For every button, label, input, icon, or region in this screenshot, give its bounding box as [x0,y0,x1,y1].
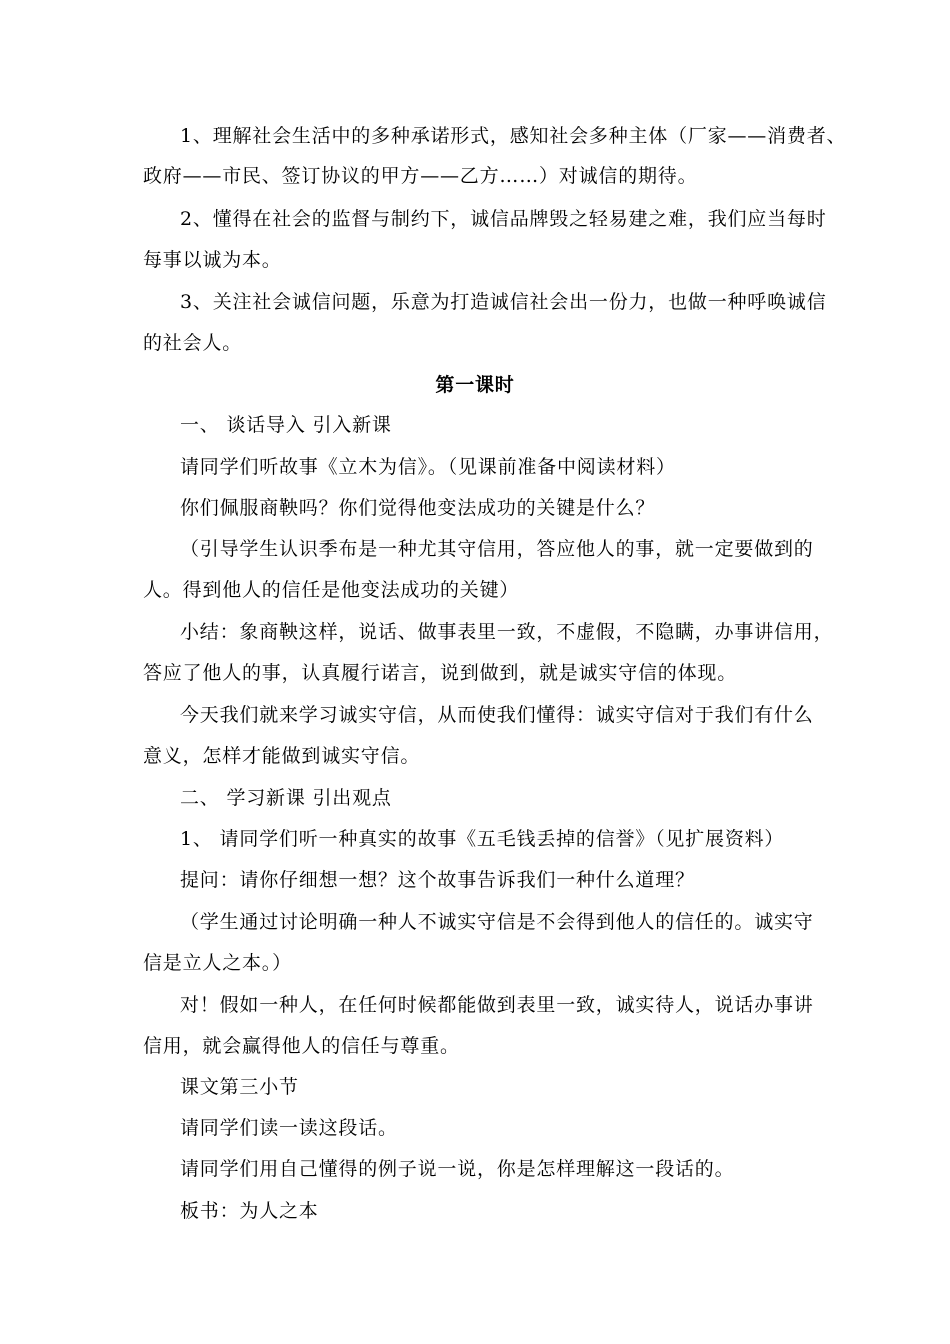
summary-line-1: 小结：象商鞅这样，说话、做事表里一致，不虚假，不隐瞒，办事讲信用， [180,621,834,643]
guide-line-2: 人。得到他人的信任是他变法成功的关键） [143,579,520,601]
explain-instruction: 请同学们用自己懂得的例子说一说，你是怎样理解这一段话的。 [180,1158,735,1180]
story-item-1: 1、 请同学们听一种真实的故事《五毛钱丢掉的信誉》（见扩展资料） [180,828,785,850]
objective-3-line-1: 3、关注社会诚信问题，乐意为打造诚信社会出一份力，也做一种呼唤诚信 [180,291,827,313]
discuss-line-2: 信是立人之本。） [143,952,292,974]
today-line-1: 今天我们就来学习诚实守信，从而使我们懂得：诚实守信对于我们有什么 [180,704,814,726]
story-intro: 请同学们听故事《立木为信》。（见课前准备中阅读材料） [180,456,676,478]
section-1-heading: 一、 谈话导入 引入新课 [180,414,392,436]
section-2-heading: 二、 学习新课 引出观点 [180,787,392,809]
guide-line-1: （引导学生认识季布是一种尤其守信用，答应他人的事，就一定要做到的 [180,538,814,560]
board-note: 板书：为人之本 [180,1200,319,1222]
objective-3-line-2: 的社会人。 [143,332,243,354]
summary-line-2: 答应了他人的事，认真履行诺言，说到做到，就是诚实守信的体现。 [143,662,738,684]
read-instruction: 请同学们读一读这段话。 [180,1117,398,1139]
text-section: 课文第三小节 [180,1076,299,1098]
today-line-2: 意义，怎样才能做到诚实守信。 [143,745,421,767]
lesson-title: 第一课时 [435,374,515,396]
objective-1-line-2: 政府——市民、签订协议的甲方——乙方……）对诚信的期待。 [143,165,698,187]
objective-2-line-1: 2、懂得在社会的监督与制约下，诚信品牌毁之轻易建之难，我们应当每时 [180,208,827,230]
right-line-1: 对！假如一种人，在任何时候都能做到表里一致，诚实待人，说话办事讲 [180,994,814,1016]
right-line-2: 信用，就会赢得他人的信任与尊重。 [143,1035,460,1057]
objective-2-line-2: 每事以诚为本。 [143,249,282,271]
question-1: 你们佩服商鞅吗？你们觉得他变法成功的关键是什么？ [180,497,656,519]
discuss-line-1: （学生通过讨论明确一种人不诚实守信是不会得到他人的信任的。诚实守 [180,911,814,933]
ask-question: 提问：请你仔细想一想？这个故事告诉我们一种什么道理？ [180,869,695,891]
objective-1-line-1: 1、理解社会生活中的多种承诺形式，感知社会多种主体（厂家——消费者、 [180,125,847,147]
